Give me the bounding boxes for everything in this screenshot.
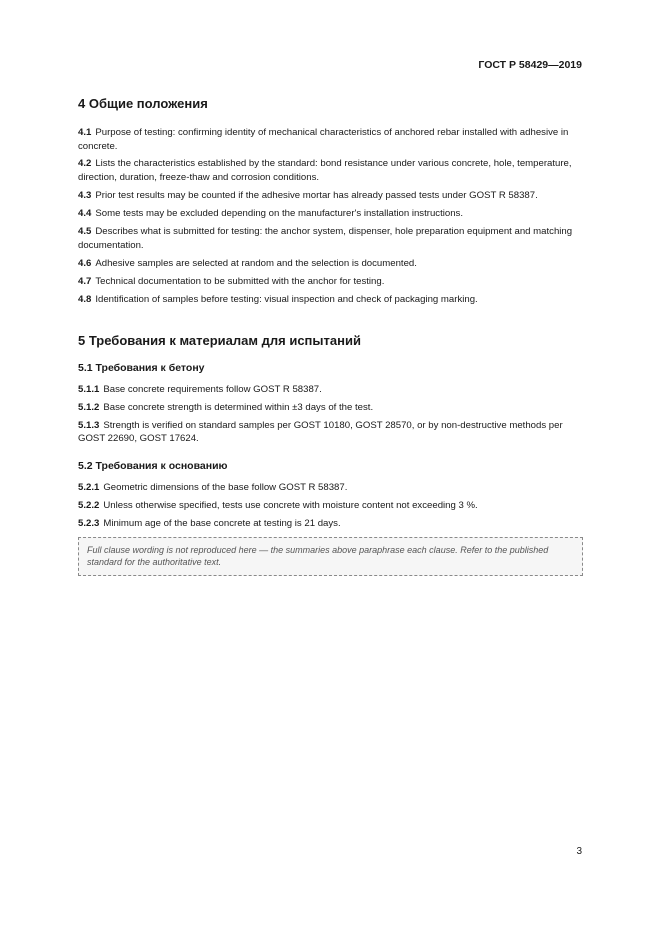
section-4-title: 4 Общие положения <box>78 96 208 111</box>
clause-summary: Technical documentation to be submitted with the anchor for testing. <box>95 275 385 287</box>
clause-summary: Purpose of testing: confirming identity of mechanical characteristics of anchored rebar installed with adhesive in concrete. <box>78 126 569 152</box>
page-number: 3 <box>576 846 582 857</box>
clause-number: 4.7 <box>78 275 92 287</box>
standard-code: ГОСТ Р 58429—2019 <box>478 59 582 71</box>
clause-number: 4.5 <box>78 226 92 238</box>
subsection-title: 5.1 Требования к бетону <box>78 362 205 375</box>
clause-number: 5.2.1 <box>78 481 100 493</box>
clause <box>78 499 583 513</box>
clause <box>78 126 583 154</box>
clause <box>78 293 583 307</box>
clause <box>78 401 583 415</box>
clause <box>78 257 583 271</box>
clause <box>78 383 583 397</box>
clause-summary: Describes what is submitted for testing: the anchor system, dispenser, hole preparation equipment and matching documentation. <box>78 226 573 251</box>
clause-number: 5.2.3 <box>78 517 100 529</box>
clause-number: 5.1.1 <box>78 383 100 395</box>
clause-summary: Adhesive samples are selected at random and the selection is documented. <box>95 257 417 269</box>
clause-summary: Strength is verified on standard samples per GOST 10180, GOST 28570, or by non-destructive methods per GOST 22690, GOST 17624. <box>78 419 563 445</box>
clause-number: 4.1 <box>78 126 92 138</box>
clause <box>78 517 583 531</box>
clause-summary: Base concrete requirements follow GOST R 58387. <box>103 383 322 395</box>
section-4-body <box>78 126 583 307</box>
clause-summary: Geometric dimensions of the base follow GOST R 58387. <box>103 481 348 493</box>
clause-number: 4.3 <box>78 190 92 202</box>
section-5-body <box>78 362 583 531</box>
clause <box>78 207 583 221</box>
clause <box>78 419 583 447</box>
clause-number: 5.1.2 <box>78 401 100 413</box>
clause-summary: Unless otherwise specified, tests use concrete with moisture content not exceeding 3 %. <box>103 499 478 511</box>
clause <box>78 481 583 495</box>
clause <box>78 225 583 253</box>
clause-number: 5.1.3 <box>78 419 100 431</box>
clause-number: 4.6 <box>78 257 92 269</box>
clause <box>78 189 583 203</box>
clause-number: 5.2.2 <box>78 499 100 511</box>
clause-summary: Some tests may be excluded depending on the manufacturer's installation instructions. <box>95 208 464 220</box>
editor-note: Full clause wording is not reproduced here — the summaries above paraphrase each clause. Refer to the published standard for the authoritative text. <box>78 537 583 576</box>
clause-number: 4.8 <box>78 293 92 305</box>
clause-summary: Lists the characteristics established by the standard: bond resistance under various concrete, hole, temperature, direction, duration, freeze-thaw and corrosion conditions. <box>78 158 572 184</box>
section-5-title: 5 Требования к материалам для испытаний <box>78 332 361 348</box>
clause-summary: Identification of samples before testing: visual inspection and check of packaging marking. <box>95 293 478 305</box>
clause <box>78 157 583 185</box>
clause-number: 4.4 <box>78 208 92 220</box>
clause-summary: Prior test results may be counted if the adhesive mortar has already passed tests under GOST R 58387. <box>95 190 538 202</box>
clause-number: 4.2 <box>78 158 92 170</box>
clause-summary: Minimum age of the base concrete at testing is 21 days. <box>103 517 341 529</box>
clause <box>78 275 583 289</box>
clause-summary: Base concrete strength is determined within ±3 days of the test. <box>103 401 374 413</box>
subsection-title: 5.2 Требования к основанию <box>78 460 228 473</box>
